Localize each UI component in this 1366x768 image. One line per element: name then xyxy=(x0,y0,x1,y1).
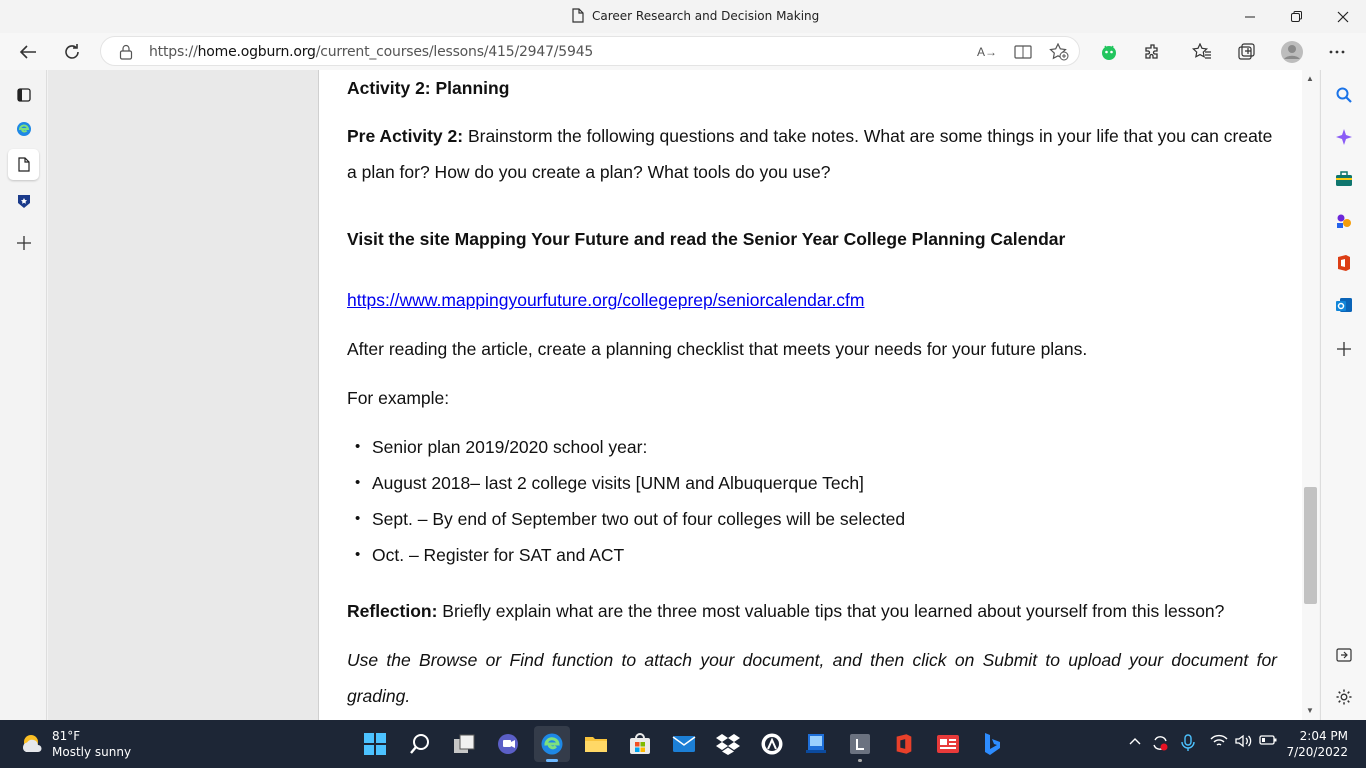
taskbar-search-button[interactable] xyxy=(402,726,438,762)
pre-activity-paragraph xyxy=(347,118,1277,190)
plus-icon xyxy=(17,236,31,250)
task-view-icon xyxy=(453,734,475,754)
example-label: For example: xyxy=(347,388,450,408)
partly-sunny-icon xyxy=(20,732,44,756)
taskbar-file-explorer[interactable] xyxy=(578,726,614,762)
tab-actions-icon xyxy=(17,88,31,102)
vertical-tabs-bar xyxy=(0,70,47,720)
sidebar-outlook-icon[interactable] xyxy=(1332,293,1356,317)
tab-current-lesson[interactable] xyxy=(8,149,39,180)
whiteboard-icon xyxy=(805,733,827,755)
title-bar xyxy=(0,0,1366,33)
taskbar-dropbox[interactable] xyxy=(710,726,746,762)
teams-chat-button[interactable] xyxy=(490,726,526,762)
reflection-label: Reflection: xyxy=(347,601,438,621)
app-circle-icon xyxy=(760,732,784,756)
edge-sidebar xyxy=(1320,70,1366,720)
list-item: • August 2018– last 2 college visits [UNM and Albuquerque Tech] xyxy=(347,465,905,501)
tab-edge[interactable] xyxy=(8,113,39,144)
folder-icon xyxy=(584,734,608,754)
taskbar-news[interactable] xyxy=(930,726,966,762)
page-icon xyxy=(18,157,30,172)
add-favorite-icon[interactable] xyxy=(1047,41,1071,63)
windows-icon xyxy=(364,733,386,755)
window-title-text: Career Research and Decision Making xyxy=(592,8,820,23)
clock-time: 2:04 PM xyxy=(1299,729,1348,743)
sidebar-office-icon[interactable] xyxy=(1332,251,1356,275)
pre-activity-text: Brainstorm the following questions and take notes. What are some things in your life that you can create a plan for? How do you create a plan? What tools do you use? xyxy=(347,126,1273,182)
list-item: • Sept. – By end of September two out of four colleges will be selected xyxy=(347,501,905,537)
activity-heading: Activity 2: Planning xyxy=(347,78,510,98)
taskbar-app-circle[interactable] xyxy=(754,726,790,762)
task-view-button[interactable] xyxy=(446,726,482,762)
pre-activity-label: Pre Activity 2: xyxy=(347,126,464,146)
tab-shield[interactable] xyxy=(8,185,39,216)
immersive-reader-icon[interactable] xyxy=(1011,41,1035,63)
example-list xyxy=(347,429,905,573)
new-tab-button[interactable] xyxy=(8,227,39,258)
read-aloud-icon[interactable] xyxy=(975,41,999,63)
list-item: • Senior plan 2019/2020 school year: xyxy=(347,429,905,465)
running-indicator xyxy=(858,759,862,762)
extension-grammar-icon[interactable] xyxy=(1092,35,1126,69)
tab-actions-button[interactable] xyxy=(8,79,39,110)
close-icon xyxy=(1337,11,1349,23)
mail-icon xyxy=(672,735,696,753)
sidebar-settings-icon[interactable] xyxy=(1332,685,1356,709)
bing-icon xyxy=(983,732,1001,756)
reflection-text: Briefly explain what are the three most valuable tips that you learned about yourself from this lesson? xyxy=(437,601,1225,621)
collections-icon[interactable] xyxy=(1229,35,1263,69)
lesson-content xyxy=(318,70,1302,720)
weather-description: Mostly sunny xyxy=(52,745,132,759)
sidebar-search-icon[interactable] xyxy=(1332,83,1356,107)
taskbar-app-l[interactable] xyxy=(842,726,878,762)
minimize-button[interactable] xyxy=(1227,0,1273,33)
restore-icon xyxy=(1291,11,1302,22)
taskbar xyxy=(0,720,1366,768)
store-icon xyxy=(629,733,651,755)
refresh-button[interactable] xyxy=(55,35,89,69)
refresh-icon xyxy=(63,43,81,61)
tray-microphone-icon[interactable] xyxy=(1181,734,1195,755)
settings-more-button[interactable] xyxy=(1320,35,1354,69)
scrollbar-thumb[interactable] xyxy=(1304,487,1317,604)
weather-widget[interactable] xyxy=(20,728,131,760)
page-scrollbar[interactable] xyxy=(1302,70,1319,720)
submit-instructions: Use the Browse or Find function to attach your document, and then click on Submit to upload your document for grading. xyxy=(347,650,1277,706)
close-button[interactable] xyxy=(1320,0,1366,33)
lesson-navigation-pane xyxy=(48,70,318,720)
hide-sidebar-icon[interactable] xyxy=(1332,643,1356,667)
tray-volume-icon[interactable] xyxy=(1235,734,1253,751)
tray-battery-icon[interactable] xyxy=(1259,734,1277,749)
active-indicator xyxy=(546,759,558,762)
reflection-paragraph xyxy=(347,593,1224,629)
search-icon xyxy=(409,733,431,755)
restore-button[interactable] xyxy=(1273,0,1319,33)
calendar-link[interactable]: https://www.mappingyourfuture.org/collegeprep/seniorcalendar.cfm xyxy=(347,290,865,310)
after-reading-text: After reading the article, create a planning checklist that meets your needs for your future plans. xyxy=(347,339,1088,359)
start-button[interactable] xyxy=(357,726,393,762)
edge-icon xyxy=(16,121,32,137)
address-bar[interactable] xyxy=(100,36,1080,66)
scroll-down-icon[interactable]: ▼ xyxy=(1306,706,1314,715)
sidebar-add-icon[interactable] xyxy=(1332,337,1356,361)
news-icon xyxy=(936,734,960,754)
window-title xyxy=(572,8,819,23)
taskbar-office[interactable] xyxy=(886,726,922,762)
taskbar-edge[interactable] xyxy=(534,726,570,762)
chat-icon xyxy=(497,733,519,755)
minimize-icon xyxy=(1245,12,1255,22)
shield-icon xyxy=(16,193,32,209)
url-text[interactable]: https://home.ogburn.org/current_courses/lessons/415/2947/5945 xyxy=(149,44,594,60)
back-arrow-icon xyxy=(19,44,37,60)
sidebar-tools-icon[interactable] xyxy=(1332,167,1356,191)
extensions-icon[interactable] xyxy=(1136,35,1170,69)
clock-date: 7/20/2022 xyxy=(1286,745,1348,759)
tray-wifi-icon[interactable] xyxy=(1210,734,1228,751)
page-icon xyxy=(572,8,584,23)
dropbox-icon xyxy=(716,733,740,755)
weather-temperature: 81°F xyxy=(52,729,81,743)
taskbar-whiteboard[interactable] xyxy=(798,726,834,762)
sidebar-games-icon[interactable] xyxy=(1332,209,1356,233)
taskbar-mail[interactable] xyxy=(666,726,702,762)
visit-instruction: Visit the site Mapping Your Future and read the Senior Year College Planning Calendar xyxy=(347,229,1066,249)
office-icon xyxy=(894,733,914,755)
lock-icon[interactable] xyxy=(119,44,133,60)
back-button[interactable] xyxy=(11,35,45,69)
navigation-bar xyxy=(0,33,1366,70)
tray-sync-icon[interactable] xyxy=(1151,734,1169,755)
favorites-icon[interactable] xyxy=(1185,35,1219,69)
more-icon xyxy=(1329,50,1345,54)
system-clock[interactable] xyxy=(1282,728,1348,760)
read-aloud-label: A→ xyxy=(976,45,997,59)
list-item: • Oct. – Register for SAT and ACT xyxy=(347,537,905,573)
show-hidden-icons-button[interactable] xyxy=(1128,734,1142,751)
taskbar-store[interactable] xyxy=(622,726,658,762)
app-l-icon xyxy=(850,734,870,754)
chevron-up-icon xyxy=(1128,734,1142,748)
profile-avatar[interactable] xyxy=(1275,35,1309,69)
scroll-up-icon[interactable]: ▲ xyxy=(1306,74,1314,83)
edge-icon xyxy=(540,732,564,756)
taskbar-bing[interactable] xyxy=(974,726,1010,762)
sidebar-discover-icon[interactable] xyxy=(1332,125,1356,149)
